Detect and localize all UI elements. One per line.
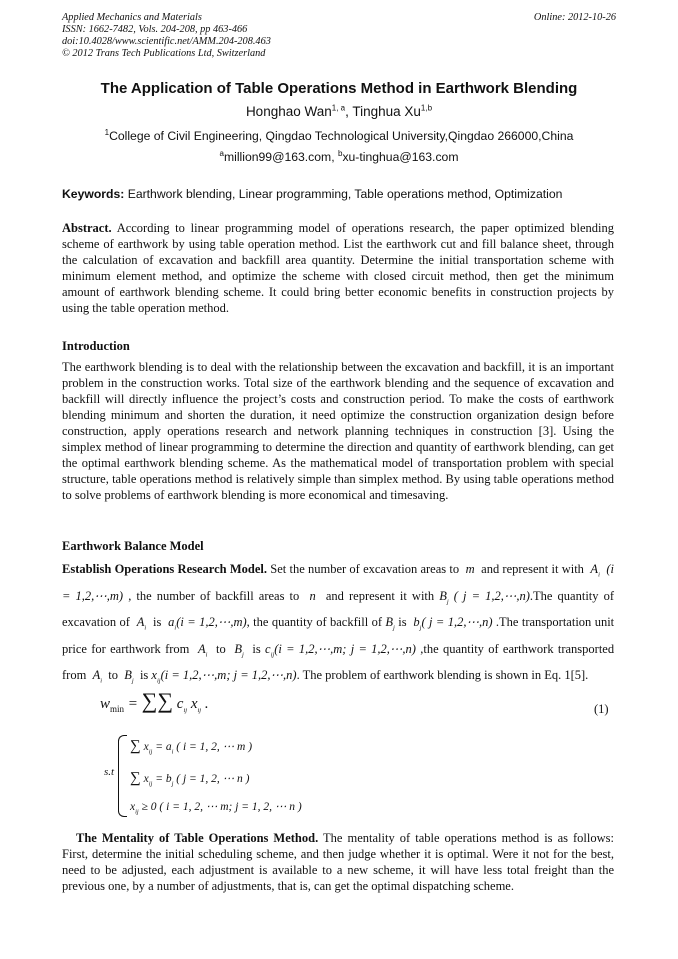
abstract-label: Abstract. [62,221,112,235]
author-1-sup: 1, a [331,103,346,113]
email-b[interactable]: xu-tinghua@163.com [342,150,459,164]
introduction-heading: Introduction [62,339,130,353]
model-text-l1: Set the number of excavation areas to [270,562,460,576]
model-text-l5c: is [139,668,149,682]
copyright-line: © 2012 Trans Tech Publications Ltd, Switzerland [62,48,266,59]
model-text-l3a: .The quantity of excavation of [62,588,615,629]
equation-objective: $w_{min}$ = ∑∑ $c_{ij}$ $x_{ij}$ . [100,688,209,714]
mentality-label: The Mentality of Table Operations Method. [76,831,319,845]
email-a-sup: a [219,148,224,158]
keywords-label: Keywords: [62,187,125,201]
journal-name: Applied Mechanics and Materials [62,12,202,23]
model-text-l4c: to [216,641,226,656]
model-text-l2a: and represent it [481,562,559,576]
model-text-l4d: is [252,641,261,656]
constraint-brace [118,735,127,817]
abstract [62,220,614,316]
keywords-text: Earthwork blending, Linear programming, Table operations method, Optimization [127,187,563,201]
model-text-l6: . The problem of earthwork blending is shown in Eq. 1[5]. [296,668,589,682]
affiliation-sup: 1 [104,127,110,137]
constraint-2: ∑ $x_{ij} = b_j$ ( j = 1, 2, ⋯ n ) [130,770,250,788]
author-line: Honghao Wan$^{1, a}$, Tinghua Xu$^{1,b}$ [245,103,433,119]
email-line [0,150,678,164]
model-text-l2c: , the number of backfill areas to [128,588,300,603]
author-2: Tinghua Xu [352,104,421,119]
mentality-text: The mentality of table operations method is as follows: First, determine the initial scheduling scheme, and then judge whether it is optimal. Were it not for the best, need to be adjusted, each adjustment is available to a new scheme, it will have less total freight than the previous one, by a number of adjustments, that is, can get the optimal dispatching scheme. [62,831,614,893]
equation-lhs: w [100,696,111,712]
subject-to: s.t [104,766,115,778]
model-sublabel: Establish Operations Research Model. [62,562,267,576]
online-date: Online: 2012-10-26 [533,12,616,23]
constraint-3: $x_{ij} \ge 0$ ( i = 1, 2, ⋯ m; j = 1, 2, ⋯ n ) [130,801,302,816]
model-text-l5a: ,the quantity of earthwork transported from [62,641,615,682]
author-2-sup: 1,b [420,103,433,113]
equation-number: (1) [594,702,609,716]
journal-header [62,12,271,60]
model-text-l2b: with [561,562,584,576]
model-text-l3c: , the quantity of backfill of [246,615,382,629]
email-a[interactable]: million99@163.com, [223,150,335,164]
issn-line: ISSN: 1662-7482, Vols. 204-208, pp 463-466 [62,24,248,35]
doi-line: doi:10.4028/www.scientific.net/AMM.204-208.463 [62,36,271,47]
abstract-text: According to linear programming model of operations research, the paper optimized blending scheme of earthwork by using table operation method. List the earthwork cut and fill balance sheet, through the calculation of excavation and backfill area quantity. Determine the initial transportation scheme with minimum element method, and optimize the scheme with closed circuit method, then get the minimum amount of earthwork blending scheme. It could bring better economic benefits in construction projects by using the table operation method. [62,221,614,315]
paper-title: The Application of Table Operations Method in Earthwork Blending [100,80,578,97]
keywords [62,187,622,201]
model-text-l2d: and represent it with [325,588,435,603]
model-heading: Earthwork Balance Model [62,539,204,553]
introduction-text: The earthwork blending is to deal with the relationship between the excavation and backfill, it is an important problem in the construction works. Total size of the earthwork blending and the sequence of excavation and backfill will directly influence the project’s costs and construction period. To make the costs of earthwork blending minimum and shorten the duration, it need optimize the construction organization design before construction, apply operations research and network planning techniques in construction [3]. Using the simplex method of linear programming to determine the direction and quantity of earthwork blending, can get the optimal earthwork blending scheme. As the mathematical model of transportation problem with special structure, table operations method is relatively simple than simplex method. By using table operations method to solve problems of earthwork blending is more economical and timesaving. [62,360,614,502]
equation-lhs-sub: min [110,704,125,714]
model-text: Establish Operations Research Model. Set the number of excavation areas to m and represent it with $A_i$ (i = 1,2,⋯,m) , the number of backfill areas to n and represent it with $B_j$ ( j = 1,2,⋯,n).The quantity of excavation of $A_i$ is $a_i(i$ = 1,2,⋯,m), the quantity of backfill of $B_j$ is $b_j$( j = 1,2,⋯,n) .The transportation unit price for earthwork from $A_i$ to $B_j$ is $c_{ij}(i$ = 1,2,⋯,m; j = 1,2,⋯,n) ,the quantity of earthwork transported from $A_i$ to $B_j$ is $x_{ij}(i$ = 1,2,⋯,m; j = 1,2,⋯,n). The problem of earthwork blending is shown in Eq. 1[5]. [62,562,615,685]
model-text-l5b: to [108,668,118,682]
author-1: Honghao Wan [245,104,332,119]
model-text-l3b: is [153,615,162,629]
mentality-paragraph [62,830,614,894]
constraint-1: ∑ $x_{ij} = a_i$ ( i = 1, 2, ⋯ m ) [130,738,253,756]
model-text-l4b: .The transportation unit price for earthwork from [62,615,615,656]
model-text-l4a: is [398,615,407,629]
affiliation-text: College of Civil Engineering, Qingdao Technological University,Qingdao 266000,China [109,129,574,143]
affiliation [0,129,678,143]
email-b-sup: b [337,148,343,158]
